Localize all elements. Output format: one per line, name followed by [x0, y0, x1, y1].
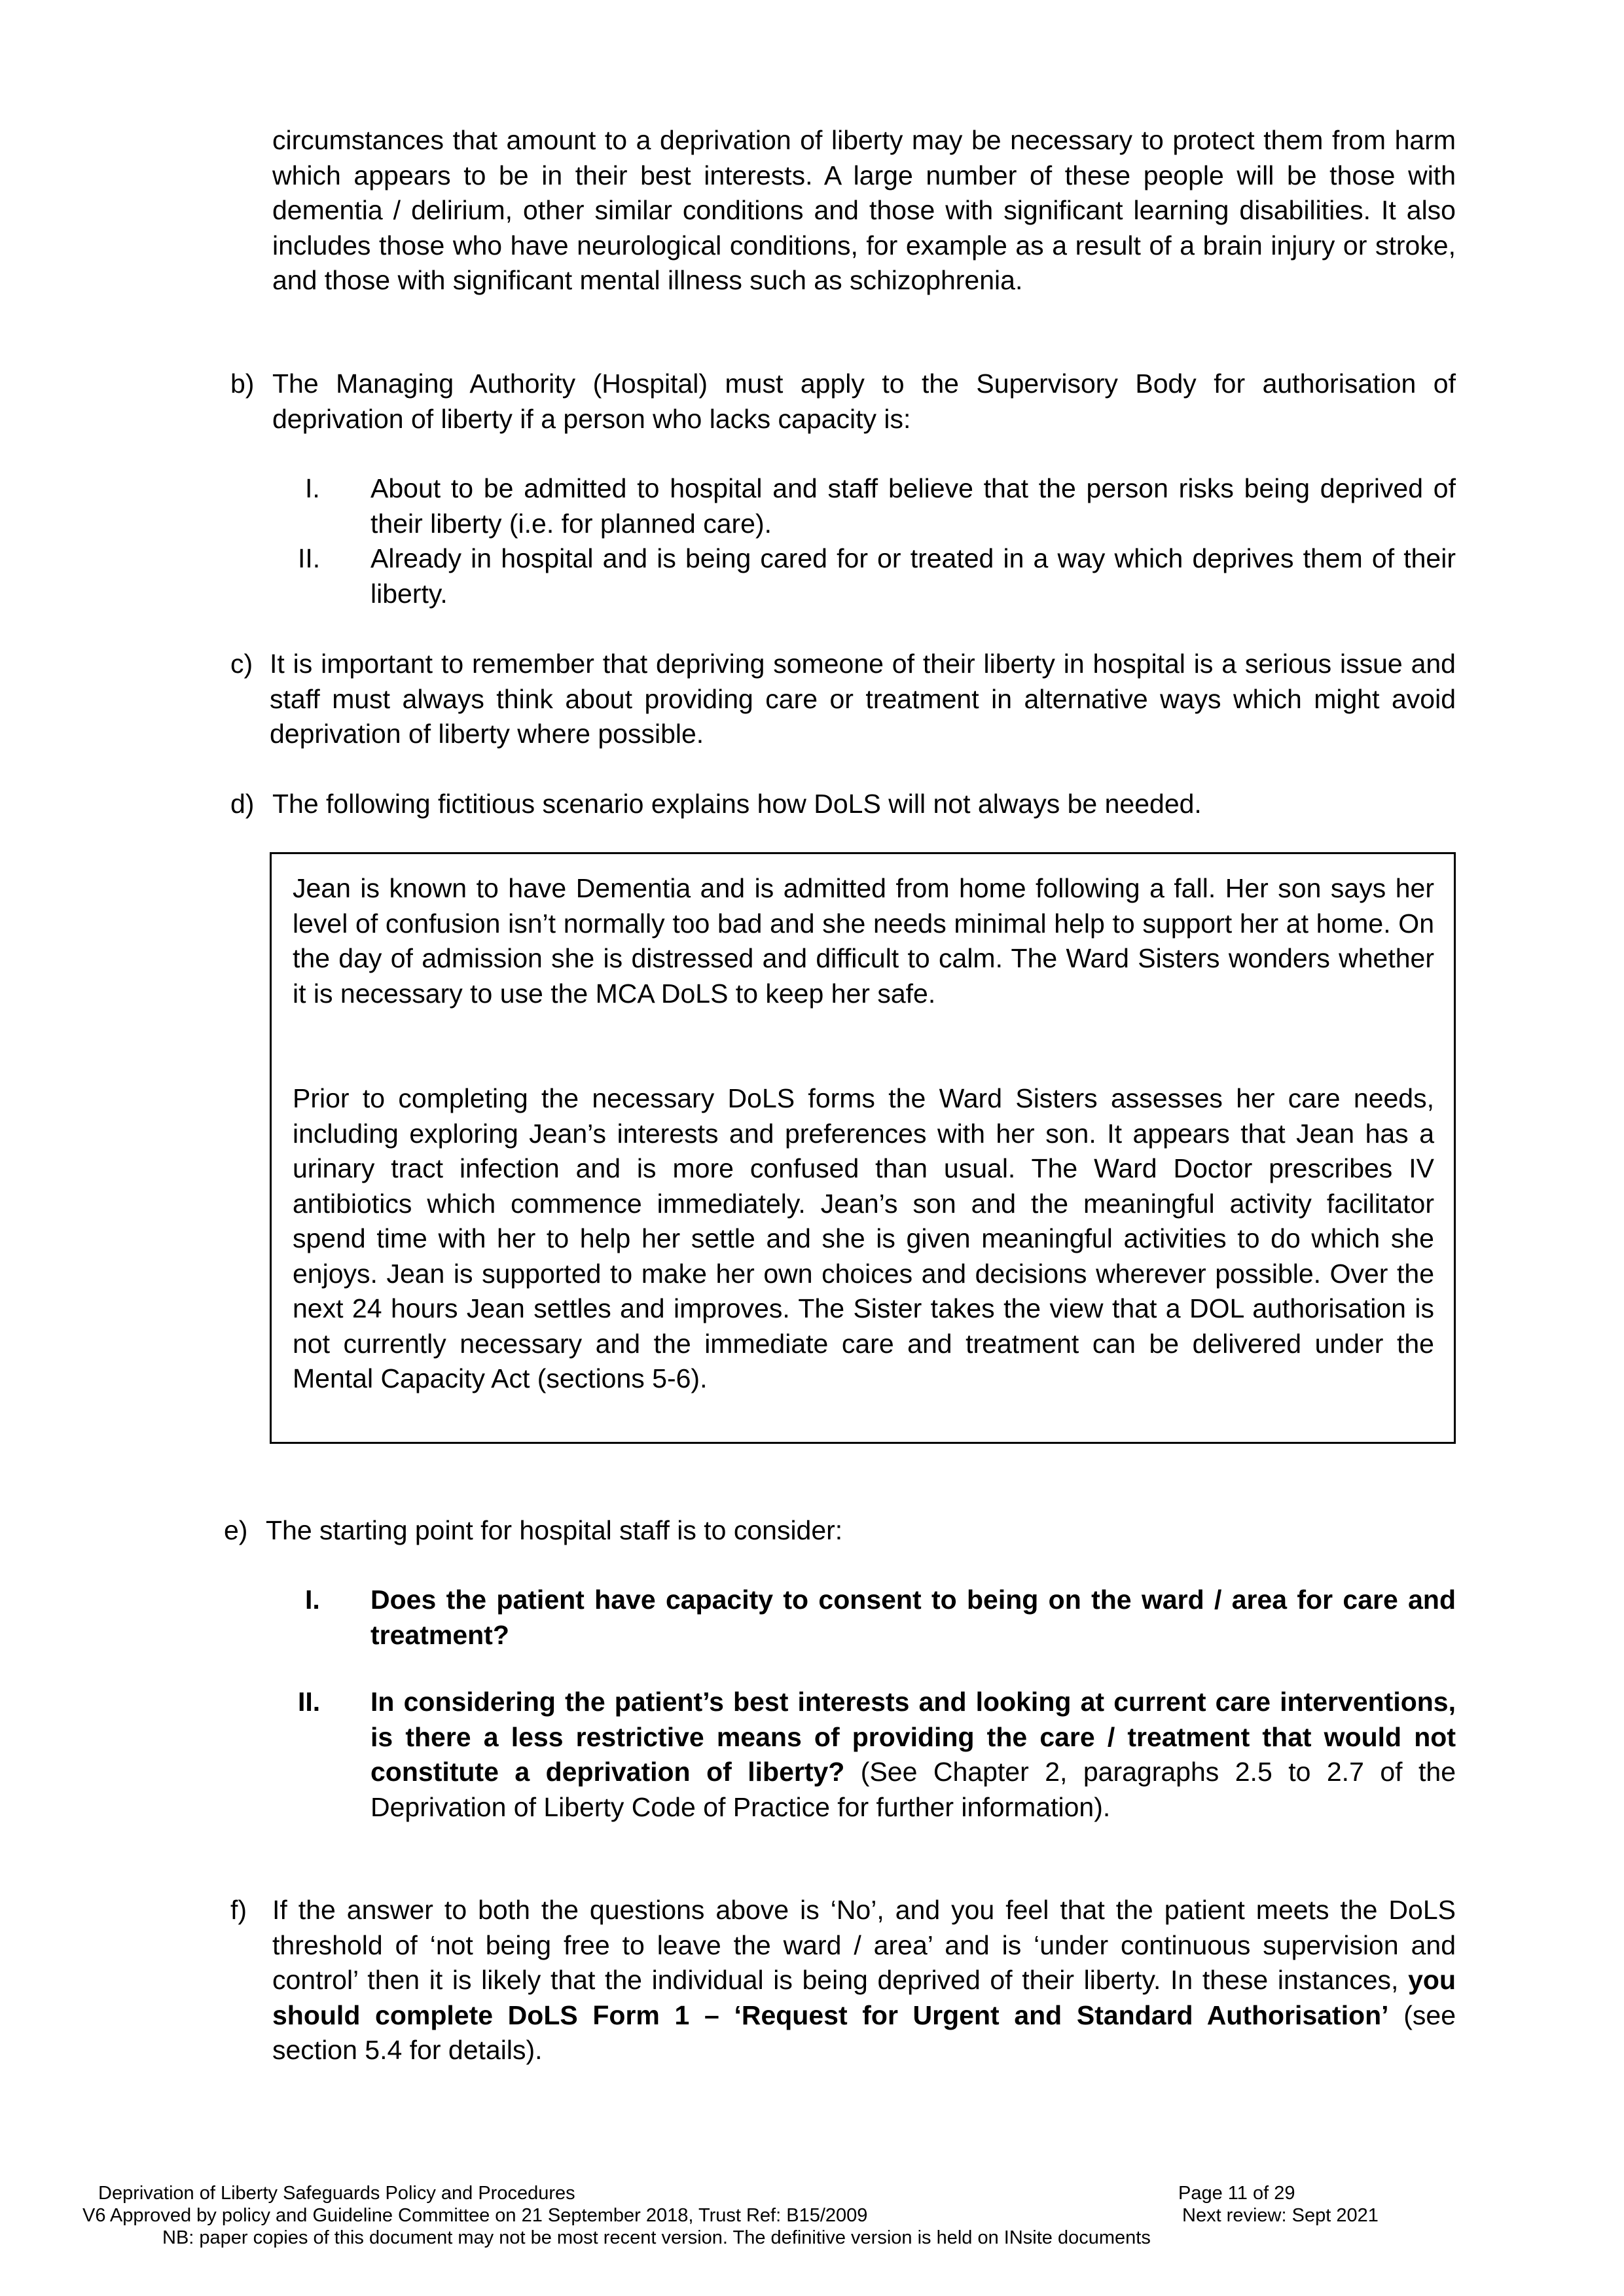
item-b-sub-2-num: II. [298, 543, 321, 573]
item-b-text: The Managing Authority (Hospital) must apply to the Supervisory Body for authorisation of deprivation of liberty if a person who lacks capacity is: [272, 368, 1456, 434]
question-2-num: II. [298, 1687, 321, 1717]
item-c-label: c) [230, 649, 253, 679]
item-b-sub-1-num: I. [305, 473, 320, 503]
question-1-text: Does the patient have capacity to consent to being on the ward / area for care and treatment? [370, 1585, 1456, 1650]
item-b-sub-2-text: Already in hospital and is being cared for or treated in a way which deprives them of their liberty. [370, 543, 1456, 609]
question-2-text [370, 1685, 1456, 1825]
question-2-bold: In considering the patient’s best interests and looking at current care interventions, is there a less restrictive means of providing the care / treatment that would not constitute a deprivation of liberty? [370, 1687, 1456, 1787]
scenario-box [270, 852, 1456, 1444]
item-b-label: b) [230, 368, 255, 399]
item-f-label: f) [230, 1895, 247, 1925]
intro-paragraph: circumstances that amount to a deprivation of liberty may be necessary to protect them from harm which appears to be in their best interests. A large number of these people will be those with dementia / delirium, other similar conditions and those with significant learning disabilities. It also includes those who have neurological conditions, for example as a result of a brain injury or stroke, and those with significant mental illness such as schizophrenia. [272, 125, 1456, 295]
item-f-text [272, 1893, 1456, 2068]
item-f-text-end: (see section 5.4 for details). [272, 2000, 1456, 2065]
footer-note: NB: paper copies of this document may not be most recent version. The definitive version is held on INsite documents [162, 2227, 1151, 2248]
scenario-paragraph-1: Jean is known to have Dementia and is admitted from home following a fall. Her son says her level of confusion isn’t normally too bad and she needs minimal help to support her at home. On the day of admission she is distressed and difficult to calm. The Ward Sisters wonders whether it is necessary to use the MCA DoLS to keep her safe. [293, 873, 1434, 1009]
item-d-text: The following fictitious scenario explains how DoLS will not always be needed. [272, 789, 1202, 819]
footer-page-number: Page 11 of 29 [1178, 2183, 1295, 2204]
item-e-text: The starting point for hospital staff is to consider: [266, 1515, 843, 1545]
footer-approval: V6 Approved by policy and Guideline Committee on 21 September 2018, Trust Ref: B15/2009 [82, 2205, 868, 2226]
question-2-reference: (See Chapter 2, paragraphs 2.5 to 2.7 of the Deprivation of Liberty Code of Practice for further information). [370, 1757, 1456, 1822]
question-1-num: I. [305, 1585, 320, 1615]
item-f-text-start: If the answer to both the questions above is ‘No’, and you feel that the patient meets the DoLS threshold of ‘not being free to leave the ward / area’ and is ‘under continuous supervision and control’ then it is likely that the individual is being deprived of their liberty. In these instances, [272, 1895, 1456, 1995]
footer-next-review: Next review: Sept 2021 [1182, 2205, 1379, 2226]
item-c-text: It is important to remember that depriving someone of their liberty in hospital is a serious issue and staff must always think about providing care or treatment in alternative ways which might avoid deprivation of liberty where possible. [270, 649, 1456, 749]
item-e-label: e) [224, 1515, 248, 1545]
item-d-label: d) [230, 789, 255, 819]
item-f-bold: you should complete DoLS Form 1 – ‘Request for Urgent and Standard Authorisation’ [272, 1965, 1456, 2030]
item-b-sub-1-text: About to be admitted to hospital and staff believe that the person risks being deprived of their liberty (i.e. for planned care). [370, 473, 1456, 539]
scenario-paragraph-2: Prior to completing the necessary DoLS forms the Ward Sisters assesses her care needs, including exploring Jean’s interests and preferences with her son. It appears that Jean has a urinary tract infection and is more confused than usual. The Ward Doctor prescribes IV antibiotics which commence immediately. Jean’s son and the meaningful activity facilitator spend time with her to help her settle and she is given meaningful activities to do which she enjoys. Jean is supported to make her own choices and decisions wherever possible. Over the next 24 hours Jean settles and improves. The Sister takes the view that a DOL authorisation is not currently necessary and the immediate care and treatment can be delivered under the Mental Capacity Act (sections 5-6). [293, 1083, 1434, 1393]
footer-title: Deprivation of Liberty Safeguards Policy and Procedures [98, 2183, 575, 2204]
